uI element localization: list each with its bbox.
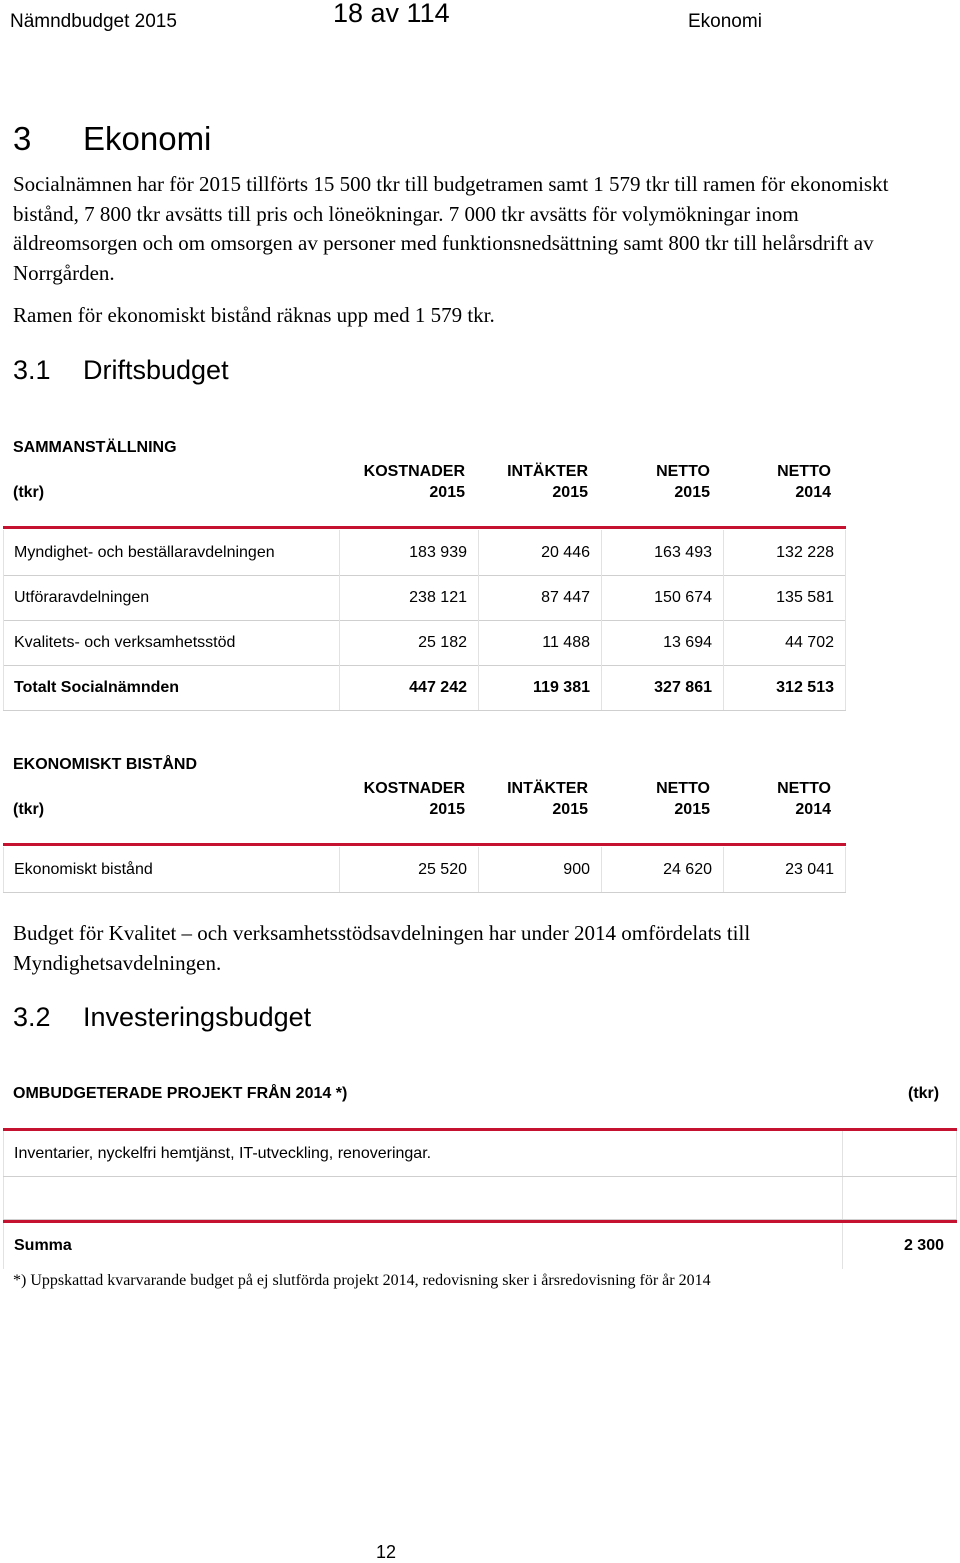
row-label: Utföraravdelningen [3,575,340,620]
col-header-line: NETTO [777,780,831,797]
subsection-title: Driftsbudget [83,355,229,385]
cell-kostnader: 25 182 [340,620,479,665]
table-sum-row [3,1223,957,1269]
col-header-year: 2014 [795,484,831,501]
col-header-year: 2015 [552,484,588,501]
sum-value: 2 300 [903,1237,944,1254]
cell-netto-2014: 44 702 [724,620,846,665]
col-header-line: INTÄKTER [507,780,588,797]
cell-netto-2015: 24 620 [602,847,724,892]
cell-netto-2015: 13 694 [602,620,724,665]
cell-netto-2014: 312 513 [724,665,846,710]
page-number: 12 [376,1542,397,1562]
table-header-divider [3,843,846,846]
section-title: Ekonomi [83,120,212,157]
col-header-line: INTÄKTER [507,463,588,480]
cell-kostnader: 447 242 [340,665,479,710]
row-label: Inventarier, nyckelfri hemtjänst, IT-utveckling, renoveringar. [3,1131,843,1176]
summary-table-title: SAMMANSTÄLLNING [13,439,177,456]
table-row [3,575,846,621]
cell-netto-2015: 163 493 [602,530,724,575]
cell-intakter: 900 [479,847,602,892]
col-header-netto-2015 [600,461,710,503]
section-number: 3 [13,120,32,157]
col-header-line: KOSTNADER [363,463,465,480]
cell-intakter: 20 446 [479,530,602,575]
invest-table-title: OMBUDGETERADE PROJEKT FRÅN 2014 *) [13,1085,348,1102]
cell-netto-2014: 135 581 [724,575,846,620]
subsection-heading-drift [13,355,229,386]
footnote: *) Uppskattad kvarvarande budget på ej slutförda projekt 2014, redovisning sker i årsredovisning för år 2014 [13,1272,711,1289]
table-row [3,847,846,893]
col-header-year: 2014 [795,801,831,818]
subsection-heading-invest [13,1002,311,1033]
col-header-line: NETTO [777,463,831,480]
intro-paragraph-2: Ramen för ekonomiskt bistånd räknas upp med 1 579 tkr. [13,303,495,327]
col-header-kostnader [330,778,465,820]
col-header-netto-2014 [720,778,831,820]
table-row [3,1131,957,1177]
summary-table-unit: (tkr) [13,484,45,501]
empty-value-cell [843,1177,957,1219]
table-row [3,530,846,576]
col-header-netto-2014 [720,461,831,503]
row-label: Kvalitets- och verksamhetsstöd [3,620,340,665]
table-header-divider [3,526,846,529]
cell-kostnader: 238 121 [340,575,479,620]
table-row [3,620,846,666]
sum-label: Summa [3,1223,843,1269]
cell-intakter: 11 488 [479,620,602,665]
col-header-kostnader [330,461,465,503]
cell-netto-2014: 23 041 [724,847,846,892]
row-label: Myndighet- och beställaravdelningen [3,530,340,575]
cell-intakter: 87 447 [479,575,602,620]
header-document-title: Nämndbudget 2015 [10,11,177,32]
cell-kostnader: 25 520 [340,847,479,892]
subsection-number: 3.1 [13,355,51,385]
cell-netto-2015: 327 861 [602,665,724,710]
cell-intakter: 119 381 [479,665,602,710]
table-total-row [3,665,846,711]
empty-label-cell [3,1177,843,1219]
header-page-counter: 18 av 114 [333,0,450,28]
col-header-year: 2015 [674,484,710,501]
reallocation-note: Budget för Kvalitet – och verksamhetsstödsavdelningen har under 2014 omfördelats till Myndighetsavdelningen. [13,921,751,975]
row-label: Totalt Socialnämnden [3,665,340,710]
col-header-line: KOSTNADER [363,780,465,797]
cell-netto-2014: 132 228 [724,530,846,575]
intro-paragraph: Socialnämnen har för 2015 tillförts 15 500 tkr till budgetramen samt 1 579 tkr till ramen för ekonomiskt bistånd, 7 800 tkr avsätts till pris och löneökningar. 7 000 tkr avsätts för volymökningar inom äldreomsorgen och om omsorgen av personer med funktionsnedsättning samt 800 tkr till helårsdrift av Norrgården. [13,172,889,285]
bistand-table-title: EKONOMISKT BISTÅND [13,756,197,773]
col-header-year: 2015 [429,484,465,501]
invest-table-unit: (tkr) [908,1085,940,1102]
col-header-line: NETTO [656,780,710,797]
col-header-intakter [470,461,588,503]
row-label: Ekonomiskt bistånd [3,847,340,892]
header-section-name: Ekonomi [688,11,762,32]
section-heading [13,120,211,158]
cell-kostnader: 183 939 [340,530,479,575]
subsection-number: 3.2 [13,1002,51,1032]
cell-netto-2015: 150 674 [602,575,724,620]
col-header-year: 2015 [429,801,465,818]
subsection-title: Investeringsbudget [83,1002,312,1032]
col-header-netto-2015 [600,778,710,820]
bistand-table-unit: (tkr) [13,801,45,818]
col-header-year: 2015 [552,801,588,818]
col-header-intakter [470,778,588,820]
row-value-empty [843,1131,957,1176]
col-header-year: 2015 [674,801,710,818]
col-header-line: NETTO [656,463,710,480]
table-row-empty [3,1177,957,1220]
